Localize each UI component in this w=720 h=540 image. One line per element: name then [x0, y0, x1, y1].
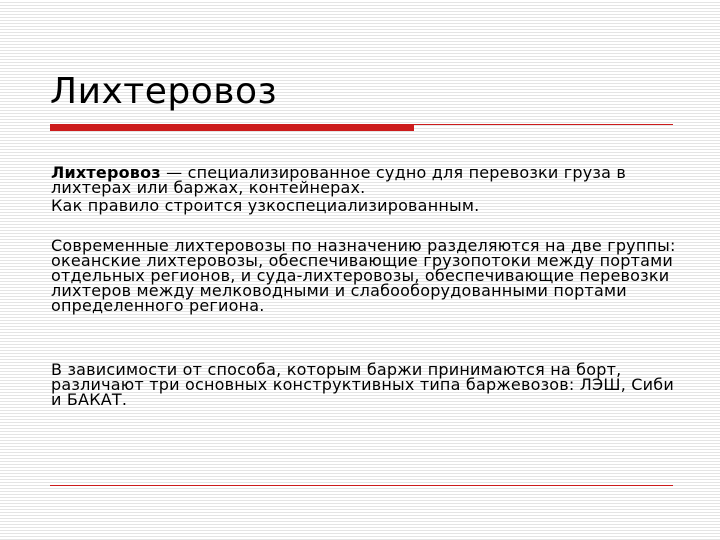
groups-paragraph: Современные лихтеровозы по назначению разделяются на две группы: океанские лихтеровозы, обеспечивающие грузопотоки между портами отдельных регионов, и суда-лихтеровозы, обеспечивающие перевозки лихтеров между мелководными и слабооборудованными портами определенного региона. — [51, 236, 676, 315]
definition-paragraph — [51, 165, 681, 195]
bottom-divider — [50, 485, 673, 486]
title-underline-thin — [414, 124, 673, 125]
definition-term: Лихтеровоз — [51, 163, 161, 182]
types-paragraph: В зависимости от способа, которым баржи принимаются на борт, различают три основных конструктивных типа баржевозов: ЛЭШ, Сиби и БАКАТ. — [51, 360, 674, 409]
slide-title: Лихтеровоз — [50, 71, 278, 112]
definition-text: — специализированное судно для перевозки груза в лихтерах или баржах, контейнерах. — [51, 163, 627, 197]
slide-body — [51, 165, 681, 407]
title-underline-thick — [50, 124, 414, 131]
rule-paragraph: Как правило строится узкоспециализированным. — [51, 196, 480, 215]
